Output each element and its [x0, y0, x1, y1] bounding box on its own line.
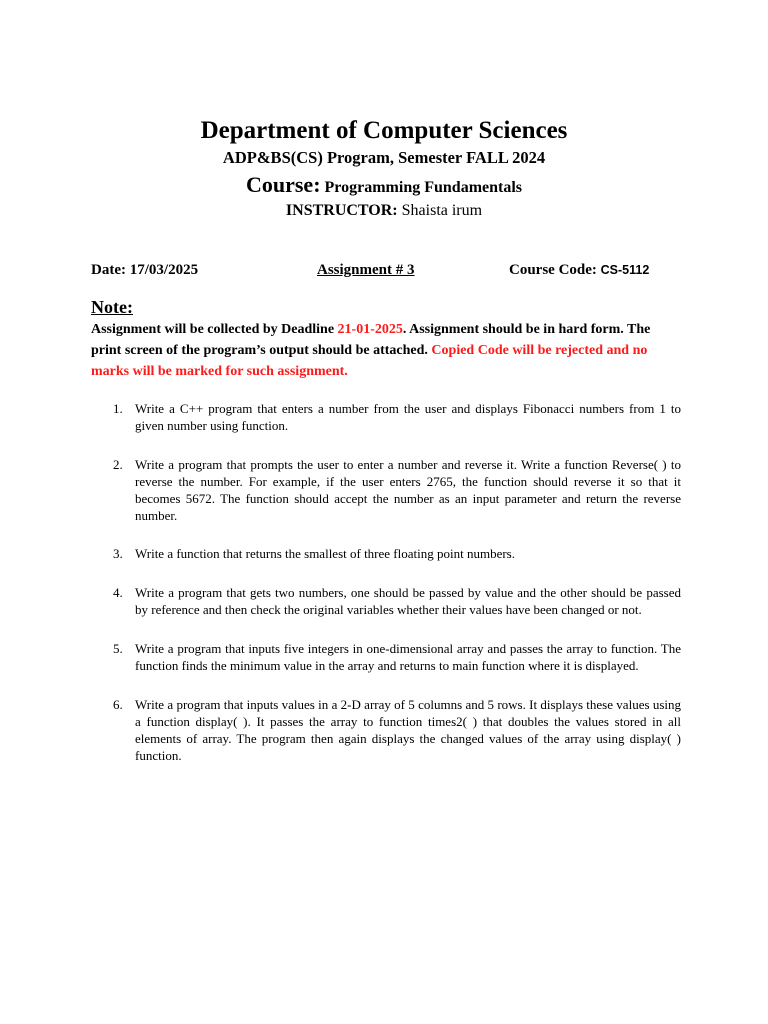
instructor-label: INSTRUCTOR:	[285, 202, 398, 219]
question-text: Write a program that prompts the user to enter a number and reverse it. Write a function Reverse( ) to reverse the number. For example, if the user enters 2765, the function should reverse it so that it becomes 5672. The function should accept the number as an input parameter and return the reverse number.	[135, 457, 681, 523]
course-code-label: Course Code:	[509, 262, 601, 278]
course-name: Programming Fundamentals	[320, 179, 523, 196]
question-text: Write a function that returns the smallest of three floating point numbers.	[135, 546, 515, 561]
question-list	[91, 400, 681, 764]
list-item	[91, 696, 681, 764]
assignment-number: Assignment # 3	[317, 262, 415, 278]
course-line	[0, 172, 768, 198]
question-number: 2.	[113, 457, 123, 472]
instructor-line	[0, 202, 768, 220]
course-code-value: CS-5112	[600, 263, 650, 277]
course-label: Course:	[245, 172, 321, 197]
question-text: Write a program that inputs values in a 2-D array of 5 columns and 5 rows. It displays these values using a function display( ). It passes the array to function times2( ) that doubles the values stored in all elements of array. The program then again displays the changed values of the array using display( ) function.	[135, 697, 681, 763]
program-subtitle: ADP&BS(CS) Program, Semester FALL 2024	[222, 148, 546, 167]
question-number: 5.	[113, 641, 123, 656]
note-part2: . Assignment should be in hard form. The print screen of the program’s output should be attached.	[91, 322, 651, 358]
course-code	[509, 262, 649, 279]
list-item	[91, 640, 681, 674]
question-number: 4.	[113, 585, 123, 600]
plagiarism-warning: Copied Code will be rejected and no marks will be marked for such assignment.	[91, 343, 648, 379]
question-number: 1.	[113, 401, 123, 416]
list-item	[91, 584, 681, 618]
note-part1: Assignment will be collected by Deadline	[91, 322, 338, 337]
note-text	[91, 319, 681, 382]
question-number: 6.	[113, 697, 123, 712]
list-item	[91, 456, 681, 524]
instructor-name: Shaista irum	[397, 202, 483, 219]
note-heading: Note:	[91, 297, 133, 317]
list-item	[91, 545, 681, 562]
list-item	[91, 400, 681, 434]
question-text: Write a program that inputs five integers in one-dimensional array and passes the array to function. The function finds the minimum value in the array and returns to main function where it is displayed.	[135, 641, 681, 673]
assignment-meta-row	[91, 262, 691, 284]
question-text: Write a C++ program that enters a number from the user and displays Fibonacci numbers from 1 to given number using function.	[135, 401, 681, 433]
question-text: Write a program that gets two numbers, one should be passed by value and the other should be passed by reference and then check the original variables whether their values have been changed or not.	[135, 585, 681, 617]
department-title: Department of Computer Sciences	[200, 117, 568, 144]
assignment-date: Date: 17/03/2025	[91, 262, 199, 278]
question-number: 3.	[113, 546, 123, 561]
deadline-date: 21-01-2025	[337, 322, 403, 337]
